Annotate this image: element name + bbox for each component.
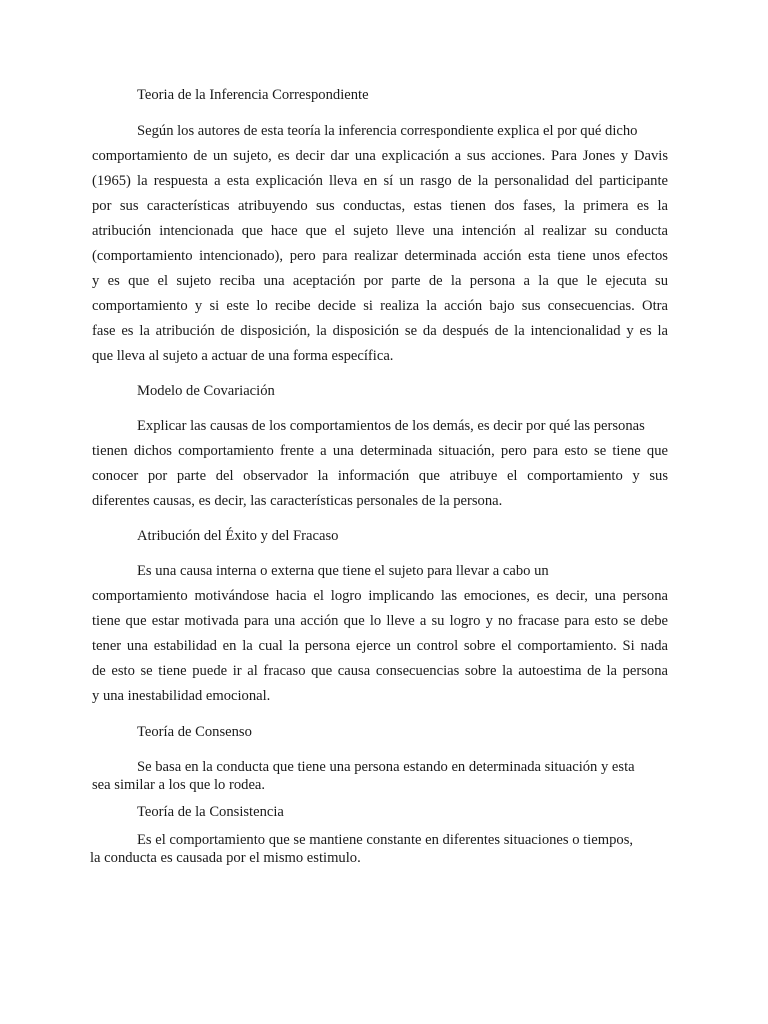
paragraph-line: (comportamiento intencionado), pero para realizar determinada acción esta tiene unos efectos <box>92 248 668 264</box>
paragraph-line: diferentes causas, es decir, las características personales de la persona. <box>92 493 503 509</box>
paragraph-line: de esto se tiene puede ir al fracaso que causa consecuencias sobre la autoestima de la persona <box>92 663 668 679</box>
paragraph-line: que lleva al sujeto a actuar de una forma específica. <box>92 348 394 364</box>
paragraph-line: conocer por parte del observador la información que atribuye el comportamiento y sus <box>92 468 668 484</box>
paragraph-line: atribución intencionada que hace que el sujeto lleve una intención al realizar su conducta <box>92 223 668 239</box>
paragraph-line: Se basa en la conducta que tiene una persona estando en determinada situación y esta <box>137 759 635 775</box>
paragraph-line: Es una causa interna o externa que tiene el sujeto para llevar a cabo un <box>137 563 549 579</box>
paragraph-line: fase es la atribución de disposición, la disposición se da después de la intencionalidad y es la <box>92 323 668 339</box>
paragraph-line: comportamiento y si este lo recibe decide si realiza la acción bajo sus consecuencias. Otra <box>92 298 668 314</box>
paragraph-line: y una inestabilidad emocional. <box>92 688 271 704</box>
section-heading: Teoría de la Consistencia <box>137 804 284 820</box>
paragraph-line: sea similar a los que lo rodea. <box>92 777 266 793</box>
paragraph-line: Es el comportamiento que se mantiene constante en diferentes situaciones o tiempos, <box>137 832 634 848</box>
section-heading: Atribución del Éxito y del Fracaso <box>137 528 339 544</box>
paragraph-line: comportamiento motivándose hacia el logro implicando las emociones, es decir, una persona <box>92 588 668 604</box>
paragraph-line: tener una estabilidad en la cual la persona ejerce un control sobre el comportamiento. Si nada <box>92 638 668 654</box>
section-heading: Teoría de Consenso <box>137 724 252 740</box>
paragraph-line: tiene que estar motivada para una acción que lo lleve a su logro y no fracase para esto se debe <box>92 613 668 629</box>
paragraph-line: (1965) la respuesta a esta explicación lleva en sí un rasgo de la personalidad del participante <box>92 173 668 189</box>
paragraph-line: comportamiento de un sujeto, es decir dar una explicación a sus acciones. Para Jones y Davis <box>92 148 668 164</box>
paragraph-line: y es que el sujeto reciba una aceptación por parte de la persona a la que le ejecuta su <box>92 273 668 289</box>
section-heading: Teoria de la Inferencia Correspondiente <box>137 87 369 103</box>
paragraph-line: Explicar las causas de los comportamientos de los demás, es decir por qué las personas <box>137 418 645 434</box>
section-heading: Modelo de Covariación <box>137 383 275 399</box>
paragraph-line: por sus características atribuyendo sus conductas, estas tienen dos fases, la primera es la <box>92 198 668 214</box>
paragraph-line: Según los autores de esta teoría la inferencia correspondiente explica el por qué dicho <box>137 123 638 139</box>
paragraph-line: la conducta es causada por el mismo estimulo. <box>90 850 361 866</box>
paragraph-line: tienen dichos comportamiento frente a una determinada situación, pero para esto se tiene que <box>92 443 668 459</box>
